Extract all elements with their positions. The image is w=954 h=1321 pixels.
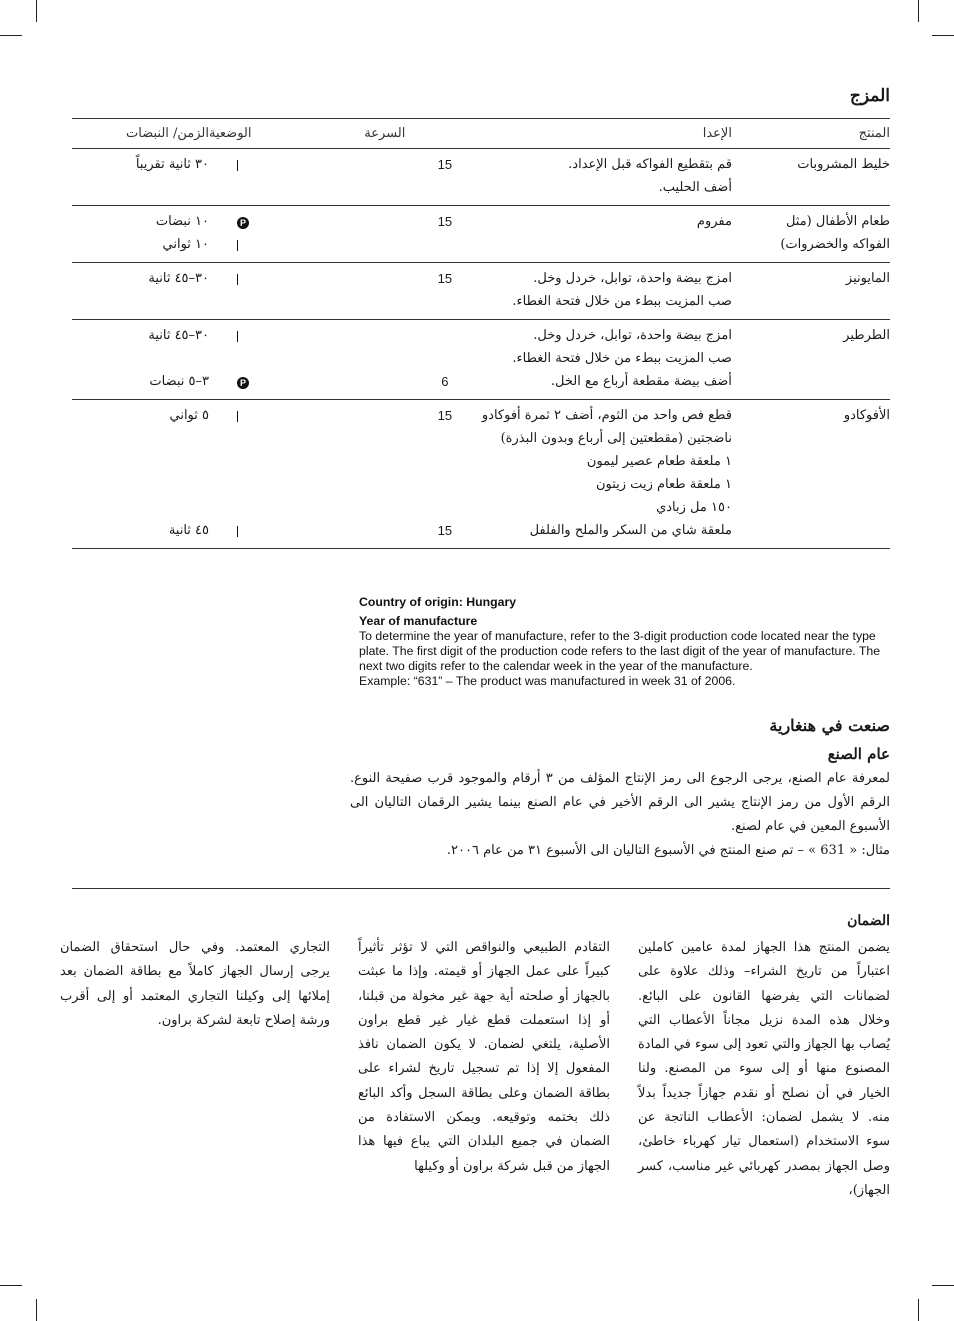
prep-line: قم بتقطيع الفواكه قبل الإعداد. [568,157,732,172]
year-of-manufacture-title: Year of manufacture [359,614,478,628]
time-line: ٣–٥ نبضات [149,374,210,389]
table-row [72,149,890,206]
time-line: ٣٠ ثانية تقريباً [135,157,210,172]
year-of-manufacture-example: Example: “631” – The product was manufactured in week 31 of 2006. [359,674,736,688]
product-cell [746,149,890,206]
crop-mark [36,0,37,22]
continuous-on-icon [237,274,238,285]
time-line: ٤٥ ثانية [168,523,210,538]
position-cell [209,206,318,263]
speed-line [318,347,452,370]
header-preparation: الإعدا [452,119,746,149]
table-row [72,206,890,263]
speed-cell [318,206,452,263]
product-cell [746,400,890,549]
speed-line: 15 [437,408,453,423]
product-line: المايونيز [845,271,890,286]
position-cell [209,263,318,320]
speed-line: 15 [437,271,453,286]
position-line [209,496,318,519]
year-of-manufacture-body: To determine the year of manufacture, refer to the 3-digit production code located near the type plate. The first digit of the production code refers to the last digit of the year of manufacture. The next two digits refer to the calendar week in the year of the manufacture. [359,629,881,673]
header-product: المنتج [746,119,890,149]
mixing-table [72,118,890,549]
continuous-on-icon [237,331,238,342]
product-cell [746,263,890,320]
prep-line: مفروم [696,214,732,229]
product-line: الأفوكادو [843,408,890,423]
prep-line: ١ ملعقة طعام زيت زيتون [595,477,732,492]
year-body-ar-text: لمعرفة عام الصنع، يرجى الرجوع الى رمز الإنتاج المؤلف من ٣ أرقام والموجود قرب صفيحة النوع. الرقم الأول من رمز الإنتاج يشير الى الرقم الأخير في عام الصنع بينما يشير الرقمان التاليان الى الأسبوع المعين في عام لصنع. [350,771,890,834]
time-line [72,496,209,519]
header-speed: السرعة [318,119,452,149]
preparation-cell [452,206,746,263]
origin-title-ar: صنعت في هنغارية [769,716,890,735]
time-line: ٣٠–٤٥ ثانية [148,328,210,343]
year-body-ar [350,767,890,863]
prep-line: ناضجتين (مقطعتين إلى أرباع وبدون البذرة) [500,431,732,446]
position-line [209,267,318,290]
preparation-cell [452,149,746,206]
prep-line: ١٥٠ مل زبادي [656,500,732,515]
speed-line: 6 [441,374,449,389]
position-cell [209,320,318,400]
position-line [209,370,318,393]
position-line [209,233,318,256]
prep-line: أضف بيضة مقطعة أرباع مع الخل. [550,374,732,389]
time-cell [72,320,209,400]
header-time: الزمن/ النبضات [72,119,209,149]
speed-line: 15 [437,523,453,538]
product-line: خليط المشروبات [797,157,890,172]
continuous-on-icon [237,240,238,251]
prep-line: صب المزيت ببطء من خلال فتحة الغطاء. [512,351,732,366]
position-line [209,519,318,542]
crop-mark [0,1285,22,1286]
time-cell [72,263,209,320]
speed-line [318,427,452,450]
position-line [209,427,318,450]
table-body [72,149,890,549]
speed-cell [318,400,452,549]
crop-mark [36,1299,37,1321]
continuous-on-icon [237,526,238,537]
speed-line [318,496,452,519]
table-row [72,400,890,549]
mix-section-title: المزج [849,86,890,106]
product-cell [746,206,890,263]
prep-line: أضف الحليب. [658,180,732,195]
warranty-column-1: يضمن المنتج هذا الجهاز لمدة عامين كاملين اعتباراً من تاريخ الشراء– وذلك علاوة على لضمانات التي يفرضها القانون على البائع. وخلال هذه المدة نزيل مجاناً الأعطاب التي يُصاب بها الجهاز والتي تعود إلى سوء في المادة المصنوع منها أو إلى سوء من المصنع. ولنا الخيار في أن نصلح أو نقدم جهازاً جديداً بدلاً منه. لا يشمل لضمان: الأعطاب الناتجة عن سوء الاستخدام (استعمال تيار كهرباء خاطئ، وصل الجهاز بمصدر كهربائي غير مناسب، كسر الجهاز)، [638,940,890,1198]
crop-mark [0,35,22,36]
position-line [209,153,318,176]
table-row [72,263,890,320]
speed-line [318,473,452,496]
product-line: الطرطير [843,328,890,343]
warranty-column-2: التقادم الطبيعي والنواقص التي لا تؤثر تأثيراً كبيراً على عمل الجهاز أو قيمته. وإذا ما عبثت بالجهاز أو صلحته أية جهة غير مخولة من قبلنا، أو إذا استعملت قطع غيار غير قطع براون الأصلية، يلتغي لضمان. لا يكون الضمان نافذ المفعول إلا إذا تم تسجيل تاريخ لشراء على بطاقة الضمان وعلى بطاقة السجل وأكد البائع ذلك بختمه وتوقيعه. ويمكن الاستفادة من الضمان في جميع البلدان التي يباع فيها هذا الجهاز من قبل شركة براون أو وكيلها [358,940,610,1174]
time-cell [72,206,209,263]
time-line: ٣٠–٤٥ ثانية [148,271,210,286]
product-line: طعام الأطفال (مثل [785,214,890,229]
position-cell [209,400,318,549]
prep-line: قطع فص واحد من الثوم، أضف ٢ ثمرة أفوكادو [481,408,732,423]
time-line [72,347,209,370]
section-divider [72,888,890,889]
prep-line: صب المزيت ببطء من خلال فتحة الغطاء. [512,294,732,309]
header-position: الوضعية [209,119,318,149]
continuous-on-icon [237,411,238,422]
position-line [209,347,318,370]
time-line [72,450,209,473]
position-cell [209,149,318,206]
time-line [72,427,209,450]
year-title-ar: عام الصنع [827,745,890,763]
time-line: ٥ ثواني [169,408,210,423]
position-line [209,404,318,427]
origin-info-en [359,595,889,689]
prep-line: ملعقة شاي من السكر والملح والفلفل [529,523,732,538]
prep-line: امزج بيضة واحدة، توابل، خردل وخل. [533,271,732,286]
table-header-row [72,119,890,149]
time-line: ١٠ ثواني [162,237,210,252]
time-cell [72,400,209,549]
preparation-cell [452,400,746,549]
preparation-cell [452,263,746,320]
position-line [209,473,318,496]
speed-line [318,324,452,347]
speed-cell [318,149,452,206]
continuous-on-icon [237,160,238,171]
speed-cell [318,320,452,400]
country-of-origin: Country of origin: Hungary [359,595,517,609]
speed-line: 15 [437,214,453,229]
pulse-icon: P [237,377,249,389]
speed-line: 15 [437,157,453,172]
preparation-cell [452,320,746,400]
table-row [72,320,890,400]
prep-line: ١ ملعقة طعام عصير ليمون [586,454,732,469]
pulse-icon: P [237,217,249,229]
prep-line: امزج بيضة واحدة، توابل، خردل وخل. [533,328,732,343]
time-line: ١٠ نبضات [155,214,210,229]
warranty-column-3: التجاري المعتمد. وفي حال استحقاق الضمان يرجى إرسال الجهاز كاملاً مع بطاقة الضمان بعد إملائها إلى وكيلنا التجاري المعتمد أو إلى أقرب ورشة إصلاح تابعة لشركة براون. [60,940,330,1028]
speed-cell [318,263,452,320]
position-line [209,450,318,473]
crop-mark [932,1285,954,1286]
product-line: الفواكه والخضروات) [780,237,890,252]
time-line [72,473,209,496]
product-cell [746,320,890,400]
position-line [209,324,318,347]
crop-mark [918,0,919,22]
crop-mark [918,1299,919,1321]
crop-mark [932,35,954,36]
position-line [209,210,318,233]
speed-line [318,450,452,473]
time-cell [72,149,209,206]
warranty-title: الضمان [847,913,890,929]
year-example-ar: مثال: « 631 » – تم صنع المنتج في الأسبوع التاليان الى الأسبوع ٣١ من عام ٢٠٠٦. [446,843,890,858]
